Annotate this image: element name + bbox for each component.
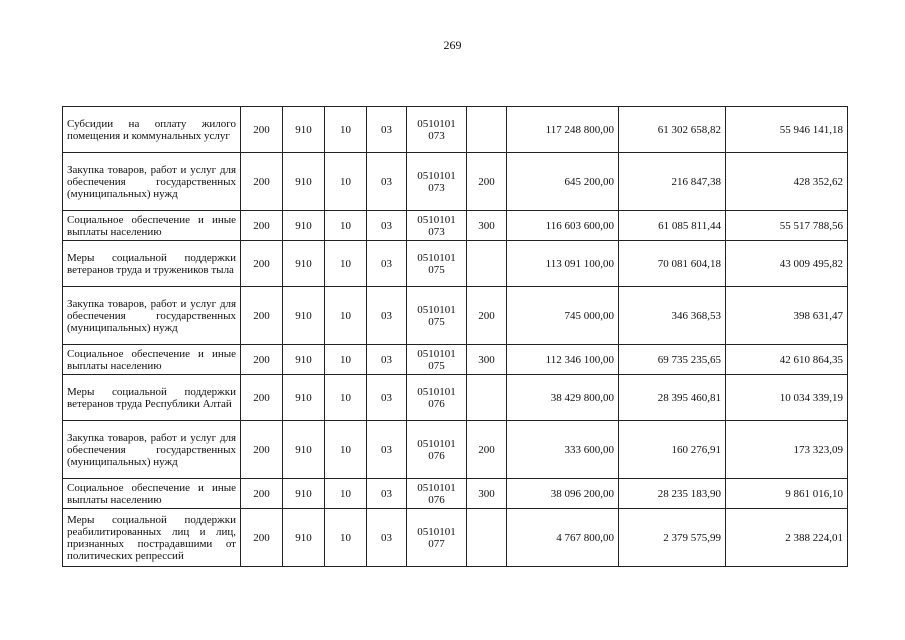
row-section: 10 [325,375,367,421]
row-executed-amount: 69 735 235,65 [619,345,726,375]
row-section: 10 [325,107,367,153]
row-expense-type: 200 [467,153,507,211]
row-remainder-amount: 55 946 141,18 [726,107,848,153]
row-plan-amount: 333 600,00 [507,421,619,479]
row-section: 10 [325,287,367,345]
row-expense-type [467,509,507,567]
row-remainder-amount: 398 631,47 [726,287,848,345]
row-admin-code: 200 [241,107,283,153]
row-remainder-amount: 10 034 339,19 [726,375,848,421]
row-name: Меры социальной поддержки ветеранов труда и тружеников тыла [63,241,241,287]
row-name: Меры социальной поддержки ветеранов труда Республики Алтай [63,375,241,421]
row-remainder-amount: 42 610 864,35 [726,345,848,375]
row-section: 10 [325,479,367,509]
row-expense-type: 200 [467,287,507,345]
table-row [63,375,848,421]
row-remainder-amount: 55 517 788,56 [726,211,848,241]
row-admin-code: 200 [241,287,283,345]
table-row [63,509,848,567]
table-row [63,241,848,287]
row-name: Закупка товаров, работ и услуг для обеспечения государственных (муниципальных) нужд [63,421,241,479]
row-admin-code: 200 [241,211,283,241]
row-subsection: 03 [367,345,407,375]
row-plan-amount: 645 200,00 [507,153,619,211]
row-name: Социальное обеспечение и иные выплаты населению [63,479,241,509]
row-remainder-amount: 9 861 016,10 [726,479,848,509]
row-executed-amount: 2 379 575,99 [619,509,726,567]
row-subsection: 03 [367,211,407,241]
row-plan-amount: 745 000,00 [507,287,619,345]
row-executed-amount: 160 276,91 [619,421,726,479]
row-executed-amount: 346 368,53 [619,287,726,345]
row-subsection: 03 [367,241,407,287]
row-dept-code: 910 [283,287,325,345]
row-remainder-amount: 173 323,09 [726,421,848,479]
row-target-article: 0510101 076 [407,375,467,421]
row-executed-amount: 216 847,38 [619,153,726,211]
table-row [63,345,848,375]
row-remainder-amount: 43 009 495,82 [726,241,848,287]
row-target-article: 0510101 075 [407,241,467,287]
row-target-article: 0510101 073 [407,107,467,153]
row-admin-code: 200 [241,153,283,211]
row-plan-amount: 116 603 600,00 [507,211,619,241]
row-executed-amount: 28 395 460,81 [619,375,726,421]
row-target-article: 0510101 075 [407,345,467,375]
row-target-article: 0510101 077 [407,509,467,567]
row-expense-type: 300 [467,345,507,375]
row-admin-code: 200 [241,345,283,375]
row-expense-type [467,241,507,287]
row-admin-code: 200 [241,421,283,479]
row-plan-amount: 38 096 200,00 [507,479,619,509]
row-section: 10 [325,241,367,287]
row-plan-amount: 4 767 800,00 [507,509,619,567]
page-number: 269 [443,38,462,52]
row-remainder-amount: 2 388 224,01 [726,509,848,567]
row-executed-amount: 61 302 658,82 [619,107,726,153]
row-section: 10 [325,509,367,567]
table-row [63,153,848,211]
row-expense-type [467,375,507,421]
row-remainder-amount: 428 352,62 [726,153,848,211]
row-admin-code: 200 [241,241,283,287]
row-name: Социальное обеспечение и иные выплаты населению [63,345,241,375]
row-dept-code: 910 [283,211,325,241]
row-admin-code: 200 [241,375,283,421]
row-expense-type: 200 [467,421,507,479]
row-subsection: 03 [367,509,407,567]
row-dept-code: 910 [283,345,325,375]
row-dept-code: 910 [283,479,325,509]
row-dept-code: 910 [283,107,325,153]
table-row [63,421,848,479]
row-section: 10 [325,153,367,211]
row-name: Закупка товаров, работ и услуг для обеспечения государственных (муниципальных) нужд [63,153,241,211]
row-expense-type [467,107,507,153]
row-target-article: 0510101 076 [407,479,467,509]
row-dept-code: 910 [283,421,325,479]
row-expense-type: 300 [467,211,507,241]
row-plan-amount: 113 091 100,00 [507,241,619,287]
row-name: Закупка товаров, работ и услуг для обеспечения государственных (муниципальных) нужд [63,287,241,345]
row-subsection: 03 [367,421,407,479]
table-row [63,287,848,345]
row-subsection: 03 [367,107,407,153]
row-admin-code: 200 [241,479,283,509]
row-plan-amount: 117 248 800,00 [507,107,619,153]
row-executed-amount: 28 235 183,90 [619,479,726,509]
row-executed-amount: 61 085 811,44 [619,211,726,241]
row-dept-code: 910 [283,375,325,421]
row-dept-code: 910 [283,509,325,567]
table-row [63,211,848,241]
row-section: 10 [325,211,367,241]
table-row [63,107,848,153]
row-section: 10 [325,421,367,479]
row-target-article: 0510101 075 [407,287,467,345]
row-target-article: 0510101 076 [407,421,467,479]
row-name: Субсидии на оплату жилого помещения и коммунальных услуг [63,107,241,153]
row-subsection: 03 [367,287,407,345]
row-dept-code: 910 [283,153,325,211]
row-subsection: 03 [367,153,407,211]
row-dept-code: 910 [283,241,325,287]
row-expense-type: 300 [467,479,507,509]
row-target-article: 0510101 073 [407,211,467,241]
row-section: 10 [325,345,367,375]
row-target-article: 0510101 073 [407,153,467,211]
table-row [63,479,848,509]
row-plan-amount: 38 429 800,00 [507,375,619,421]
row-name: Социальное обеспечение и иные выплаты населению [63,211,241,241]
row-executed-amount: 70 081 604,18 [619,241,726,287]
table-body [63,107,848,567]
row-admin-code: 200 [241,509,283,567]
row-subsection: 03 [367,375,407,421]
row-plan-amount: 112 346 100,00 [507,345,619,375]
row-subsection: 03 [367,479,407,509]
budget-table [62,106,848,567]
row-name: Меры социальной поддержки реабилитированных лиц и лиц, признанных пострадавшими от политических репрессий [63,509,241,567]
